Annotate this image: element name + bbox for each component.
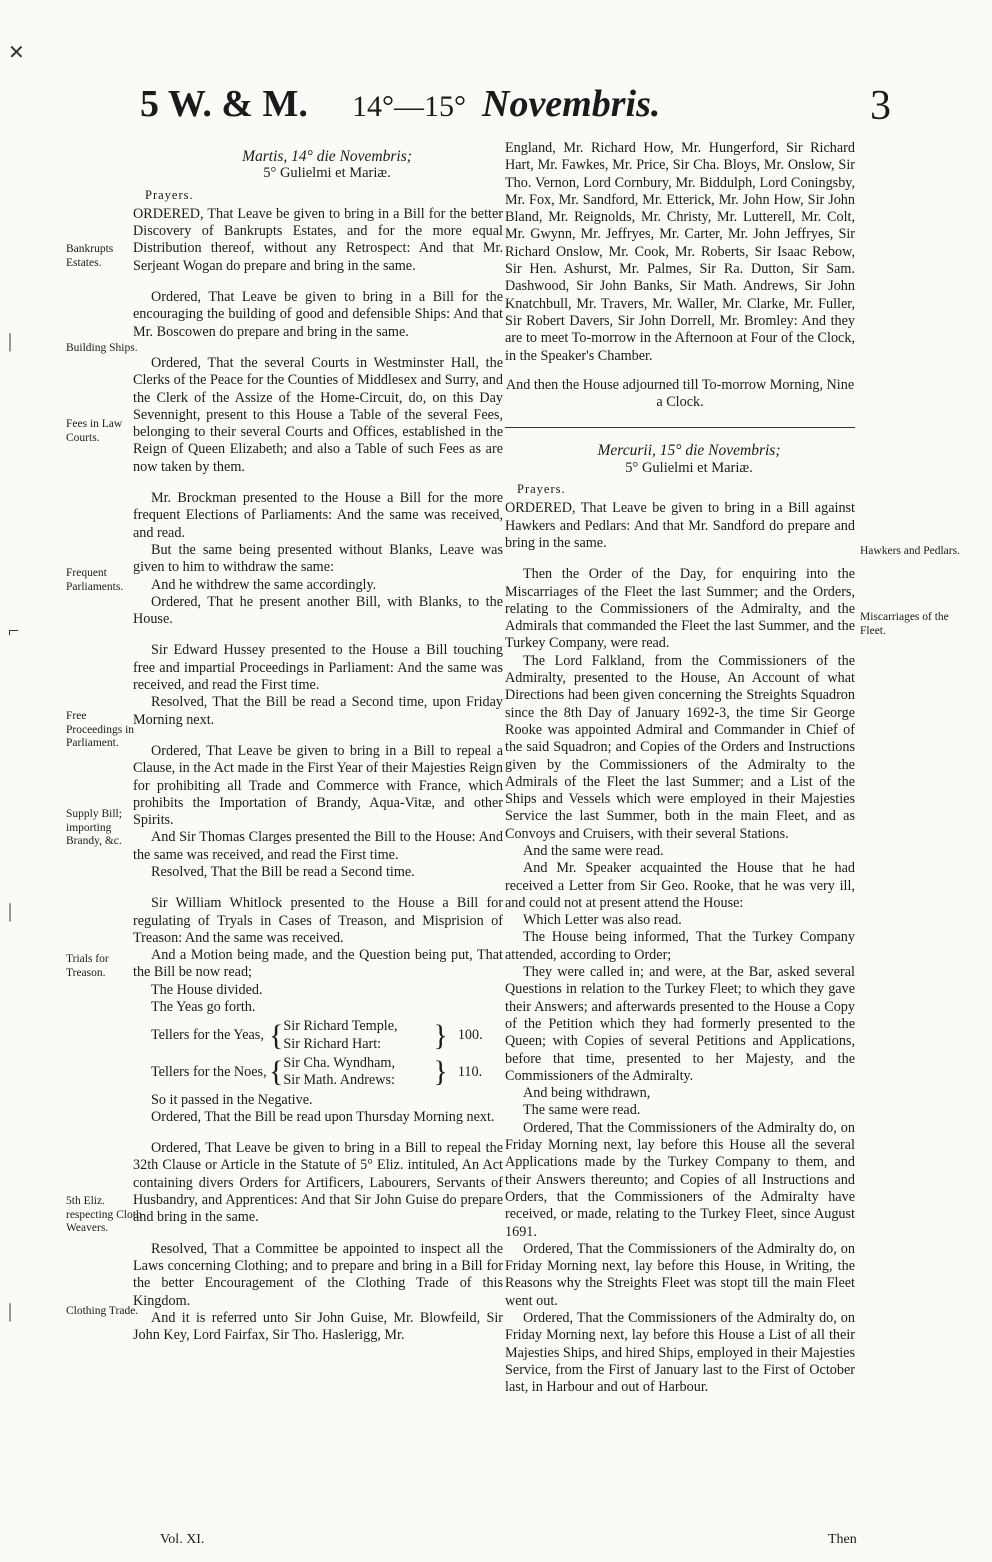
- entry-paragraph: ORDERED, That Leave be given to bring in a Bill against Hawkers and Pedlars: And that Mr. Sandford do prepare and bring in the same.: [505, 500, 855, 551]
- prayers-heading: Prayers.: [517, 482, 566, 497]
- margin-note-frequent-parliaments: Frequent Parliaments.: [66, 567, 124, 593]
- margin-note-hawkers: Hawkers and Pedlars.: [860, 545, 960, 557]
- entry-paragraph: Ordered, That the several Courts in Westminster Hall, the Clerks of the Peace for the Counties of Middlesex and Surry, and the Clerk of the Assize of the Home-Circuit, do, on this Day Sevennight, present to this House a Table of the several Fees, belonging to their several Courts and Offices, established in the Reign of Queen Elizabeth; and also a Table of such Fees as are now taken by them.: [133, 354, 503, 475]
- entry-building-ships: [133, 289, 503, 341]
- entry-paragraph: And Sir Thomas Clarges presented the Bill to the House: And the same was received, and read the First time.: [133, 829, 503, 863]
- day-title-tuesday: Martis, 14° die Novembris;: [242, 148, 412, 165]
- header-dates: [352, 82, 660, 142]
- entry-bankrupts: [133, 206, 503, 275]
- entry-paragraph: Ordered, That the Bill be read upon Thursday Morning next.: [151, 1108, 495, 1125]
- teller-name: Sir Cha. Wyndham,: [283, 1054, 395, 1071]
- entry-paragraph: And a Motion being made, and the Question being put, That the Bill be now read;: [133, 947, 503, 981]
- entry-paragraph: The House divided.: [151, 981, 263, 998]
- margin-note-5th-eliz: 5th Eliz. respecting Cloth Weavers.: [66, 1195, 142, 1234]
- margin-note-bankrupts: Bankrupts Estates.: [66, 243, 114, 269]
- entry-paragraph: So it passed in the Negative.: [151, 1091, 313, 1108]
- teller-name: Sir Richard Hart:: [283, 1035, 382, 1052]
- brace: }: [433, 1055, 448, 1089]
- teller-name: Sir Richard Temple,: [283, 1018, 398, 1035]
- tellers-names: [283, 1055, 433, 1090]
- entry-paragraph: And being withdrawn,: [523, 1085, 651, 1102]
- entry-paragraph: ORDERED, That Leave be given to bring in a Bill for the better Discovery of Bankrupts Estates, and for the more equal Distribution thereof, without any Retrospect: And that Mr. Serjeant Wogan do prepare and bring in the same.: [133, 205, 503, 274]
- right-column: [505, 140, 855, 1396]
- vote-count: 110.: [457, 1063, 483, 1080]
- tellers-names: [283, 1018, 433, 1053]
- entry-paragraph: But the same being presented without Blanks, Leave was given to him to withdraw the same:: [133, 541, 503, 576]
- entry-paragraph: Mr. Brockman presented to the House a Bill for the more frequent Elections of Parliaments: And the same was received, and read.: [133, 490, 503, 541]
- brace: }: [433, 1018, 448, 1052]
- entry-paragraph: And he withdrew the same accordingly.: [151, 576, 377, 593]
- day-title-wednesday: Mercurii, 15° die Novembris;: [597, 442, 781, 460]
- vote-count: 100.: [457, 1027, 483, 1043]
- header-date-range: 14°—15°: [352, 90, 466, 123]
- division-tellers: [151, 1018, 503, 1089]
- entry-paragraph: Resolved, That the Bill be read a Second time, upon Friday Morning next.: [133, 694, 503, 728]
- entry-paragraph: And Mr. Speaker acquainted the House that he had received a Letter from Sir Geo. Rooke, that he was very ill, and could not at present attend the House:: [505, 860, 855, 911]
- header-regnal-year: 5 W. & M.: [140, 83, 308, 125]
- tellers-yeas-row: [151, 1018, 503, 1053]
- entry-paragraph: The same were read.: [523, 1102, 641, 1119]
- brace: {: [269, 1055, 284, 1089]
- margin-note-fees: Fees in Law Courts.: [66, 418, 123, 444]
- entry-paragraph: The House being informed, That the Turkey Company attended, according to Order;: [505, 929, 855, 963]
- entry-paragraph: The Lord Falkland, from the Commissioners of the Admiralty, presented to the House, An Account of what Directions had been given concerning the Streights Squadron since the 8th Day of January 1692-3, the time Sir George Rooke was appointed Admiral and Commander in Chief of the said Squadron; and Copies of the Orders and Instructions given by the Commissioners of the Admiralty to the Admirals of the Fleet the last Summer; and a List of the Ships and Vessels which were employed in their Majesties Service the last Summer, both in the main Fleet, and as Convoys and Cruisers, with their several Stations.: [505, 652, 855, 842]
- entry-paragraph: Ordered, That Leave be given to bring in a Bill to repeal the 32th Clause or Article in the Statute of 5° Eliz. intituled, An Act containing divers Orders for Artificers, Labourers, Servants of Husbandry, and Apprentices: And that Sir John Guise do prepare and bring in the same.: [133, 1140, 503, 1226]
- header-month: Novembris.: [482, 83, 661, 125]
- page-number: 3: [870, 83, 891, 129]
- entry-paragraph: Resolved, That the Bill be read a Second time.: [151, 863, 415, 880]
- teller-name: Sir Math. Andrews:: [283, 1072, 395, 1089]
- entry-paragraph: Ordered, That Leave be given to bring in a Bill to repeal a Clause, in the Act made in the First Year of their Majesties Reign for prohibiting all Trade and Commerce with France, which prohibits the Importation of Brandy, Aqua-Vitæ, and other Spirits.: [133, 742, 503, 829]
- entry-paragraph: The Yeas go forth.: [151, 999, 256, 1016]
- entry-hawkers: [505, 500, 855, 552]
- entry-clothing-trade: [133, 1241, 503, 1345]
- regnal-line: 5° Gulielmi et Mariæ.: [625, 459, 753, 476]
- section-divider: [505, 427, 855, 428]
- adjournment-line: And then the House adjourned till To-morrow Morning, Nine a Clock.: [505, 376, 855, 411]
- entry-miscarriages-fleet: [505, 566, 855, 1396]
- tellers-label: Tellers for the Noes,: [151, 1063, 267, 1080]
- entry-paragraph: Sir William Whitlock presented to the House a Bill for regulating of Tryals in Cases of Treason, and Misprision of Treason: And the same was received.: [133, 895, 503, 946]
- entry-paragraph: Sir Edward Hussey presented to the House a Bill touching free and impartial Proceedings in Parliament: And the same was received, and read the First time.: [133, 642, 503, 694]
- margin-note-miscarriages: Miscarriages of the Fleet.: [860, 611, 949, 637]
- margin-note-supply-bill: Supply Bill; importing Brandy, &c.: [66, 808, 122, 847]
- entry-paragraph: Ordered, That he present another Bill, with Blanks, to the House.: [133, 593, 503, 628]
- entry-paragraph: Ordered, That the Commissioners of the Admiralty do, on Friday Morning next, lay before this House all the several Applications made by the Turkey Company to them, and their Answers thereunto; and Copies of all Instructions and Orders, that the Commissioners of the Admiralty have received, or made, relating to the Turkey Fleet, since August 1691.: [505, 1119, 855, 1240]
- volume-label: Vol. XI.: [160, 1532, 205, 1547]
- entry-paragraph: They were called in; and were, at the Bar, asked several Questions in relation to the Turkey Fleet; to which they gave their Answers; and afterwards presented to the House a Copy of the Petition which they had formerly presented to the Queen; with Copies of several Petitions and Applications, before that time, presented to her Majesty, and the Commissioners of the Admiralty.: [505, 964, 855, 1084]
- tellers-label: Tellers for the Yeas,: [151, 1027, 264, 1043]
- entry-paragraph: And the same were read.: [523, 842, 664, 859]
- binding-edge-marks: ✕ | ⌐ | |: [8, 42, 25, 1322]
- entry-free-proceedings: [133, 642, 503, 728]
- entry-paragraph: Ordered, That the Commissioners of the Admiralty do, on Friday Morning next, lay before this House, in Writing, the Reasons why the Streights Fleet was stopt till the main Fleet went out.: [505, 1240, 855, 1309]
- margin-note-free-proceedings: Free Proceedings in Parliament.: [66, 710, 135, 749]
- catchword: Then: [828, 1532, 857, 1547]
- entry-paragraph: Ordered, That the Commissioners of the Admiralty do, on Friday Morning next, lay before this House a List of all their Majesties Ships, and hired Ships, employed in their Majesties Service, from the First of January last to the First of October last, in Harbour and out of Harbour.: [505, 1310, 855, 1396]
- margin-note-clothing: Clothing Trade.: [66, 1305, 139, 1317]
- entry-paragraph: Which Letter was also read.: [523, 912, 682, 929]
- brace: {: [269, 1018, 284, 1052]
- regnal-line: 5° Gulielmi et Mariæ.: [263, 165, 391, 182]
- entry-paragraph: Ordered, That Leave be given to bring in a Bill for the encouraging the building of good and defensible Ships: And that Mr. Boscowen do prepare and bring in the same.: [133, 289, 503, 340]
- margin-note-building-ships: Building Ships.: [66, 342, 138, 354]
- tellers-noes-row: [151, 1055, 503, 1090]
- entry-5th-eliz: [133, 1140, 503, 1226]
- entry-frequent-parliaments: [133, 490, 503, 628]
- entry-paragraph: Then the Order of the Day, for enquiring into the Miscarriages of the Fleet the last Summer; and the Orders, relating to the Commissioners of the Admiralty, and the Admirals that commanded the Fleet the last Summer, and the Turkey Company, were read.: [505, 566, 855, 652]
- entry-trials-treason: [133, 895, 503, 1126]
- prayers-heading: Prayers.: [145, 187, 194, 202]
- entry-paragraph: And it is referred unto Sir John Guise, Mr. Blowfeild, Sir John Key, Lord Fairfax, Sir Tho. Haslerigg, Mr.: [133, 1309, 503, 1344]
- entry-supply-bill-brandy: [133, 743, 503, 881]
- entry-paragraph: Resolved, That a Committee be appointed to inspect all the Laws concerning Clothing; and to prepare and bring in a Bill for the better Encouragement of the Clothing Trade of this Kingdom.: [133, 1240, 503, 1309]
- margin-note-trials: Trials for Treason.: [66, 953, 109, 979]
- left-column: [133, 148, 503, 1344]
- entry-fees-law-courts: [133, 355, 503, 476]
- committee-members-continuation: England, Mr. Richard How, Mr. Hungerford, Sir Richard Hart, Mr. Fawkes, Mr. Price, Sir Cha. Bloys, Mr. Onslow, Sir Tho. Vernon, Lord Cornbury, Mr. Biddulph, Lord Coningsby, Mr. Fox, Mr. Sandford, Mr. Etterick, Mr. John How, Sir John Bland, Mr. Reignolds, Mr. Christy, Mr. Lutterell, Mr. Colt, Mr. Gwynn, Mr. Jeffryes, Mr. Carter, Mr. John Jeffryes, Sir Richard Onslow, Mr. Cook, Mr. Roberts, Sir Isaac Rebow, Sir Hen. Ashurst, Mr. Palmes, Sir Ra. Dutton, Sir Sam. Dashwood, Sir John Banks, Sir Math. Andrews, Sir John Knatchbull, Mr. Travers, Mr. Waller, Mr. Clarke, Mr. Fuller, Sir Robert Davers, Sir John Dorrell, Mr. Bromley: And they are to meet To-morrow in the Afternoon at Four of the Clock, in the Speaker's Chamber.: [505, 140, 855, 364]
